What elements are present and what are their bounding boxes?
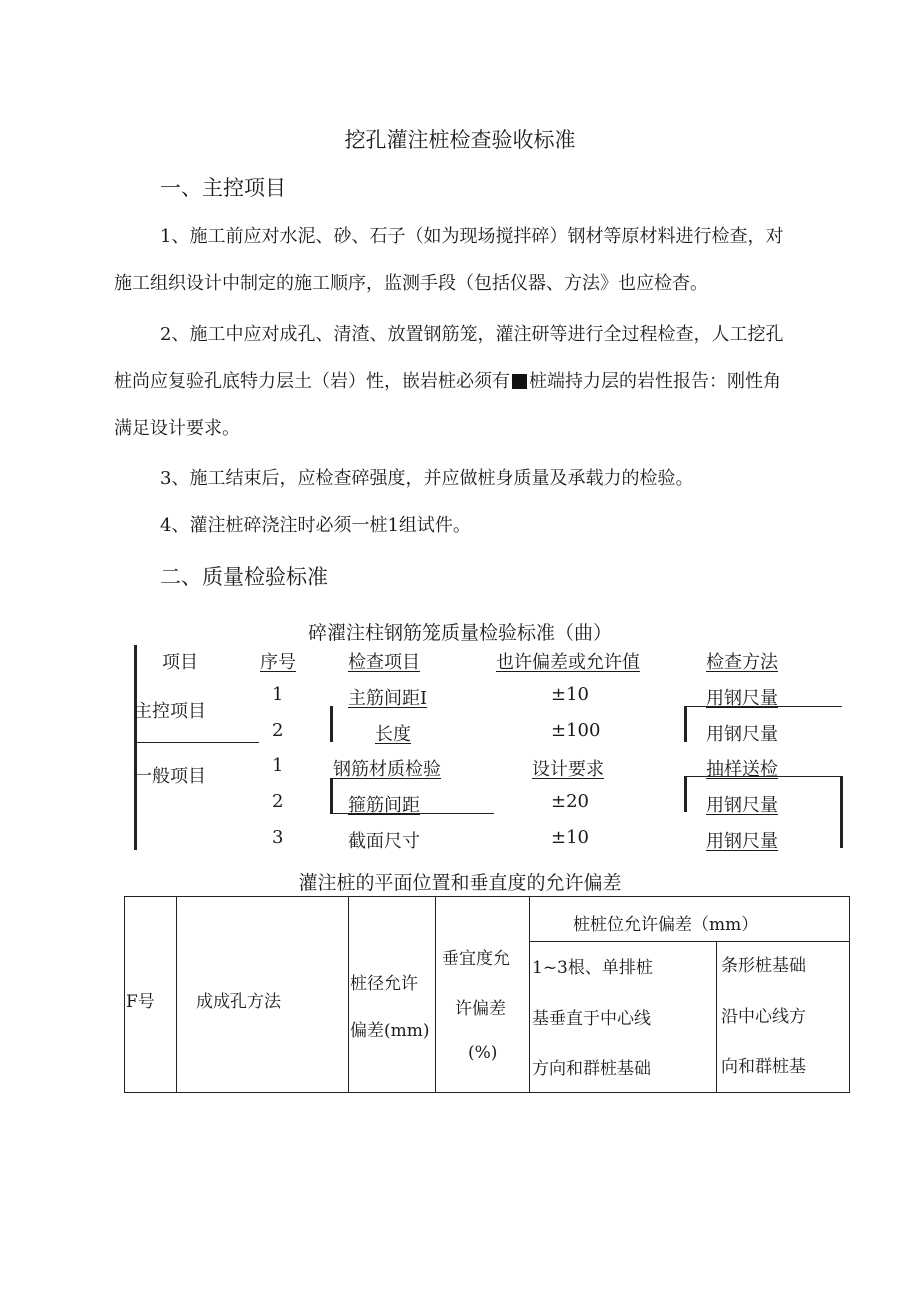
- table2-col-diameter-2: 偏差(mm): [350, 1021, 430, 1041]
- table1-row3-value: 设计要求: [532, 759, 604, 780]
- paragraph-2-line-2-b: 桩端持力层的岩性报告：刚性角: [529, 371, 781, 392]
- table1-row2-no: 2: [272, 720, 284, 741]
- table1-header-tolerance: 也许偏差或允许值: [496, 652, 640, 673]
- table2-sub-b-2: 沿中心线方: [721, 1007, 806, 1027]
- table2-sub-a-1: 1~3根、单排桩: [532, 958, 653, 978]
- paragraph-4: 4、灌注桩碎浇注时必须一桩1组试件。: [160, 515, 471, 536]
- table1-row2-value: ±100: [551, 720, 601, 741]
- paragraph-2-line-2-a: 桩尚应复验孔底特力层土（岩）性，嵌岩桩必须有: [114, 371, 510, 392]
- paragraph-1-line-2: 施工组织设计中制定的施工顺序，监测手段（包括仪器、方法》也应检杳。: [114, 273, 708, 294]
- table2-sub-a-2: 基垂直于中心线: [532, 1009, 651, 1029]
- table2-col-vertical-1: 垂宜度允: [442, 949, 510, 969]
- table1-vline-c: [684, 706, 687, 742]
- table1-group-main: 主控项目: [134, 701, 206, 722]
- table1-row4-item: 箍筋间距: [348, 795, 420, 816]
- table1-vline-b: [330, 778, 333, 814]
- table2-col-group: 桩桩位允许偏差（mm）: [573, 915, 759, 935]
- table1-row3-method: 抽样送检: [706, 759, 778, 780]
- table2-col-number: F号: [126, 992, 155, 1012]
- table1-row5-no: 3: [272, 827, 284, 848]
- table2-left-border: [124, 896, 125, 1093]
- section-heading-main-control: 一、主控项目: [160, 176, 286, 200]
- table2-col-diameter-1: 桩径允许: [350, 974, 418, 994]
- table2-vline-2: [348, 896, 349, 1093]
- table2-vline-4: [529, 896, 530, 1093]
- table1-row1-item: 主筋间距I: [348, 688, 428, 709]
- table1-row2-item: 长度: [375, 724, 411, 745]
- page-title: 挖孔灌注桩检查验收标准: [344, 128, 576, 152]
- section-heading-quality-standard: 二、质量检验标准: [160, 565, 328, 589]
- table2-vline-3: [435, 896, 436, 1093]
- table1-row5-item: 截面尺寸: [348, 831, 420, 852]
- table1-row5-method: 用钢尺量: [706, 831, 778, 852]
- table1-row1-method: 用钢尺量: [706, 688, 778, 709]
- paragraph-1-line-1: 1、施工前应对水泥、砂、石子（如为现场搅拌碎）钢材等原材料进行检查，对: [160, 226, 784, 247]
- table1-row3-item: 钢筋材质检验: [333, 759, 441, 780]
- table2-top-border: [124, 896, 850, 897]
- table2-vline-5: [716, 941, 717, 1093]
- paragraph-2-line-3: 满足设计要求。: [114, 418, 240, 439]
- table1-vline-a: [330, 706, 333, 742]
- table1-row5-value: ±10: [551, 827, 589, 848]
- table1-vline-d: [684, 776, 687, 812]
- table1-row2-method: 用钢尺量: [706, 724, 778, 745]
- table1-vline-f: [840, 812, 843, 848]
- table2-vline-1: [176, 896, 177, 1093]
- table1-header-method: 检查方法: [706, 652, 778, 673]
- table2-sub-b-3: 向和群桩基: [721, 1057, 806, 1077]
- table2-bottom-border: [124, 1092, 850, 1093]
- table1-header-project: 项目: [162, 652, 198, 673]
- table1-row4-value: ±20: [551, 791, 589, 812]
- table2-col-vertical-3: (%): [468, 1043, 498, 1063]
- paragraph-3: 3、施工结束后，应检查碎强度，并应做桩身质量及承载力的检验。: [160, 468, 694, 489]
- table1-left-border: [134, 645, 137, 850]
- table1-caption: 碎濯注柱钢筋笼质量检验标准（曲）: [307, 622, 612, 644]
- table1-row3-no: 1: [272, 755, 284, 776]
- table2-subheader-divider: [529, 941, 849, 942]
- paragraph-2-line-1: 2、施工中应对成孔、清渣、放置钢筋笼，灌注研等进行全过程检查，人工挖孔: [160, 324, 784, 345]
- table1-vline-e: [840, 776, 843, 812]
- table2-right-border: [849, 896, 850, 1093]
- table2-sub-a-3: 方向和群桩基础: [532, 1059, 651, 1079]
- table1-row1-value: ±10: [551, 684, 589, 705]
- table1-header-number: 序号: [260, 652, 296, 673]
- paragraph-2-line-2: [114, 367, 781, 393]
- table1-group-general: 一般项目: [134, 766, 206, 787]
- table2-caption: 灌注桩的平面位置和垂直度的允许偏差: [298, 872, 622, 894]
- table1-header-item: 检查项目: [348, 652, 420, 673]
- table1-row1-no: 1: [272, 684, 284, 705]
- filled-square-icon: [512, 374, 527, 389]
- table2-sub-b-1: 条形桩基础: [721, 956, 806, 976]
- table1-row4-no: 2: [272, 791, 284, 812]
- table2-col-method: 成成孔方法: [196, 992, 281, 1012]
- table1-group-divider: [134, 742, 259, 743]
- table2-col-vertical-2: 许偏差: [455, 999, 506, 1019]
- table1-row4-method: 用钢尺量: [706, 795, 778, 816]
